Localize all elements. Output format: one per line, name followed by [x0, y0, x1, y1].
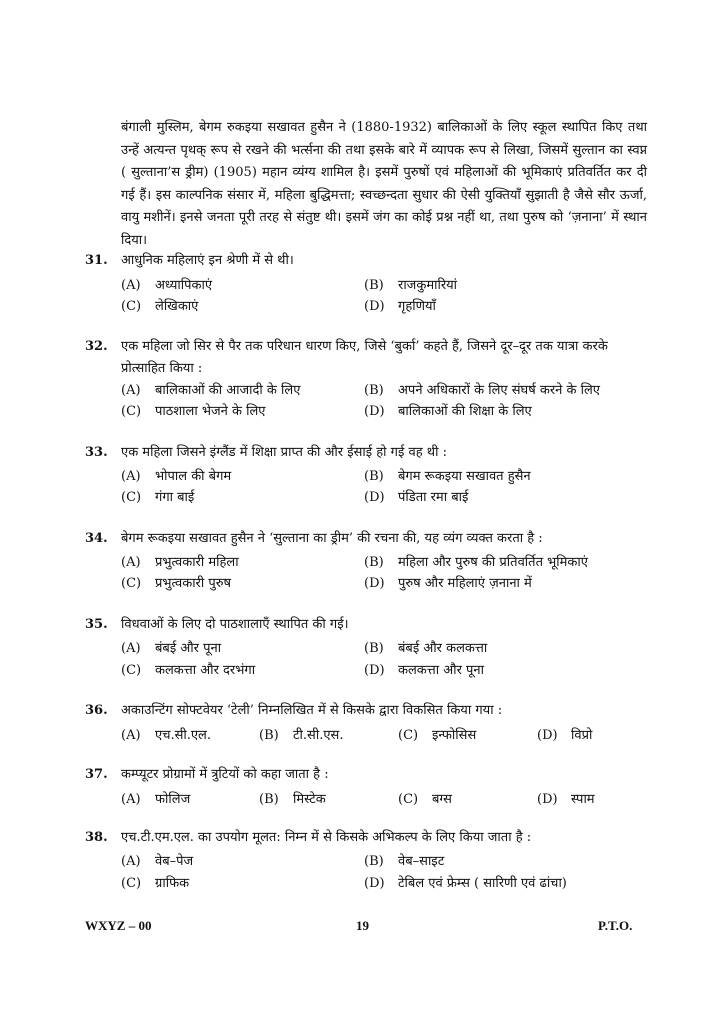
question-number: 34.	[85, 531, 108, 546]
option-text: फोलिज	[155, 792, 191, 807]
option-text: लेखिकाएं	[155, 299, 199, 314]
question-text: एक महिला जिसने इंग्लैंड में शिक्षा प्राप्त की और ईसाई हो गई वह थी :	[121, 445, 447, 460]
option-text: गृहणियाँ	[398, 299, 436, 314]
option-text: अध्यापिकाएं	[155, 278, 213, 293]
option-label: (D)	[364, 576, 385, 591]
option-label: (C)	[121, 876, 142, 891]
option-text: बंबई और पूना	[155, 641, 222, 656]
option-label: (A)	[121, 854, 141, 869]
option-label: (D)	[537, 792, 558, 807]
question-number: 31.	[85, 253, 108, 268]
option-text: पाठशाला भेजने के लिए	[155, 404, 266, 419]
question-number: 37.	[85, 767, 108, 782]
option-text: टेबिल एवं फ्रेम्स ( सारिणी एवं ढांचा)	[398, 876, 567, 891]
question-number: 35.	[85, 617, 108, 632]
option-label: (B)	[364, 383, 384, 398]
option-text: मिस्टेक	[293, 792, 326, 807]
option-text: राजकुमारियां	[398, 278, 458, 293]
option-text: गंगा बाई	[155, 490, 195, 505]
option-label: (A)	[121, 641, 141, 656]
option-text: बेगम रूकइया सखावत हुसैन	[398, 469, 531, 484]
option-label: (D)	[364, 876, 385, 891]
option-label: (D)	[364, 490, 385, 505]
option-label: (B)	[259, 728, 279, 743]
option-text: पुरुष और महिलाएं ज़नाना में	[398, 576, 532, 591]
option-text: प्रभुत्वकारी पुरुष	[155, 576, 232, 591]
question-text: बेगम रूकइया सखावत हुसैन ने ‘सुल्ताना का ड्रीम’ की रचना की, यह व्यंग व्यक्त करता है :	[121, 531, 543, 546]
option-label: (C)	[398, 728, 419, 743]
option-label: (C)	[398, 792, 419, 807]
option-label: (D)	[364, 404, 385, 419]
question-number: 32.	[85, 339, 108, 354]
option-label: (D)	[364, 299, 385, 314]
question-text: कम्प्यूटर प्रोग्रामों में त्रुटियों को कहा जाता है :	[121, 767, 329, 782]
option-label: (A)	[121, 469, 141, 484]
question-text: एच.टी.एम.एल. का उपयोग मूलत: निम्न में से किसके अभिकल्प के लिए किया जाता है :	[121, 830, 532, 845]
option-text: कलकत्ता और पूना	[398, 663, 484, 678]
option-text: टी.सी.एस.	[293, 728, 344, 743]
option-label: (B)	[364, 555, 384, 570]
footer-pto: P.T.O.	[598, 918, 633, 933]
question-text: विधवाओं के लिए दो पाठशालाएँ स्थापित की गई।	[121, 617, 349, 632]
question-text: एक महिला जो सिर से पैर तक परिधान धारण किए, जिसे ‘बुर्का’ कहते हैं, जिसने दूर–दूर तक यात्रा करके प्रोत्साहित किया :	[121, 339, 608, 376]
option-text: प्रभुत्वकारी महिला	[155, 555, 239, 570]
option-label: (C)	[121, 299, 142, 314]
option-label: (D)	[537, 728, 558, 743]
option-label: (C)	[121, 404, 142, 419]
option-text: इन्फोसिस	[432, 728, 477, 743]
option-label: (B)	[364, 641, 384, 656]
option-text: स्पाम	[571, 792, 595, 807]
question-number: 36.	[85, 703, 108, 718]
question-text: अकाउन्टिंग सोफ्टवेयर ‘टेली’ निम्नलिखित में से किसके द्वारा विकसित किया गया :	[121, 703, 503, 718]
option-label: (D)	[364, 663, 385, 678]
footer-exam-code: WXYZ – 00	[85, 918, 152, 933]
option-text: बालिकाओं की आजादी के लिए	[155, 383, 301, 398]
option-text: एच.सी.एल.	[155, 728, 211, 743]
option-label: (A)	[121, 278, 141, 293]
option-text: महिला और पुरुष की प्रतिवर्तित भूमिकाएं	[398, 555, 588, 570]
option-text: बालिकाओं की शिक्षा के लिए	[398, 404, 532, 419]
option-text: वेब–पेज	[155, 854, 194, 869]
question-number: 33.	[85, 445, 108, 460]
footer-page-number: 19	[356, 918, 369, 933]
passage-text: बंगाली मुस्लिम, बेगम रुकइया सखावत हुसैन ने (1880-1932) बालिकाओं के लिए स्कूल स्थापित किए तथा उन्हें अत्यन्त पृथक् रूप से रखने की भर्त्सना की तथा इसके बारे में व्यापक रूप से लिखा, जिसमें सुल्तान का स्वप्न ( सुल्ताना’स ड्रीम) (1905) महान व्यंग्य शामिल है। इसमें पुरुषों एवं महिलाओं की भूमिकाएं प्रतिवर्तित कर दी गई हैं। इस काल्पनिक संसार में, महिला बुद्धिमत्ता; स्वच्छन्दता सुधार की ऐसी युक्तियाँ सुझाती है जैसे सौर ऊर्जा, वायु मशीनें। इनसे जनता पूरी तरह से संतुष्ट थी। इसमें जंग का कोई प्रश्न नहीं था, तथा पुरुष को ‘ज़नाना’ में स्थान दिया।	[121, 120, 647, 248]
option-text: भोपाल की बेगम	[155, 469, 232, 484]
option-label: (A)	[121, 728, 141, 743]
option-text: बंबई और कलकत्ता	[398, 641, 488, 656]
option-label: (C)	[121, 490, 142, 505]
option-label: (A)	[121, 792, 141, 807]
question-number: 38.	[85, 830, 108, 845]
option-label: (B)	[364, 278, 384, 293]
option-label: (C)	[121, 663, 142, 678]
option-text: बग्स	[432, 792, 452, 807]
option-label: (B)	[259, 792, 279, 807]
option-label: (B)	[364, 854, 384, 869]
option-text: अपने अधिकारों के लिए संघर्ष करने के लिए	[398, 383, 600, 398]
question-text: आधुनिक महिलाएं इन श्रेणी में से थी।	[121, 253, 294, 268]
option-label: (B)	[364, 469, 384, 484]
option-text: विप्रो	[571, 728, 593, 743]
option-text: वेब–साइट	[398, 854, 445, 869]
option-text: पंडिता रमा बाई	[398, 490, 469, 505]
option-text: कलकत्ता और दरभंगा	[155, 663, 256, 678]
option-label: (A)	[121, 555, 141, 570]
option-label: (A)	[121, 383, 141, 398]
option-label: (C)	[121, 576, 142, 591]
option-text: ग्राफिक	[155, 876, 190, 891]
